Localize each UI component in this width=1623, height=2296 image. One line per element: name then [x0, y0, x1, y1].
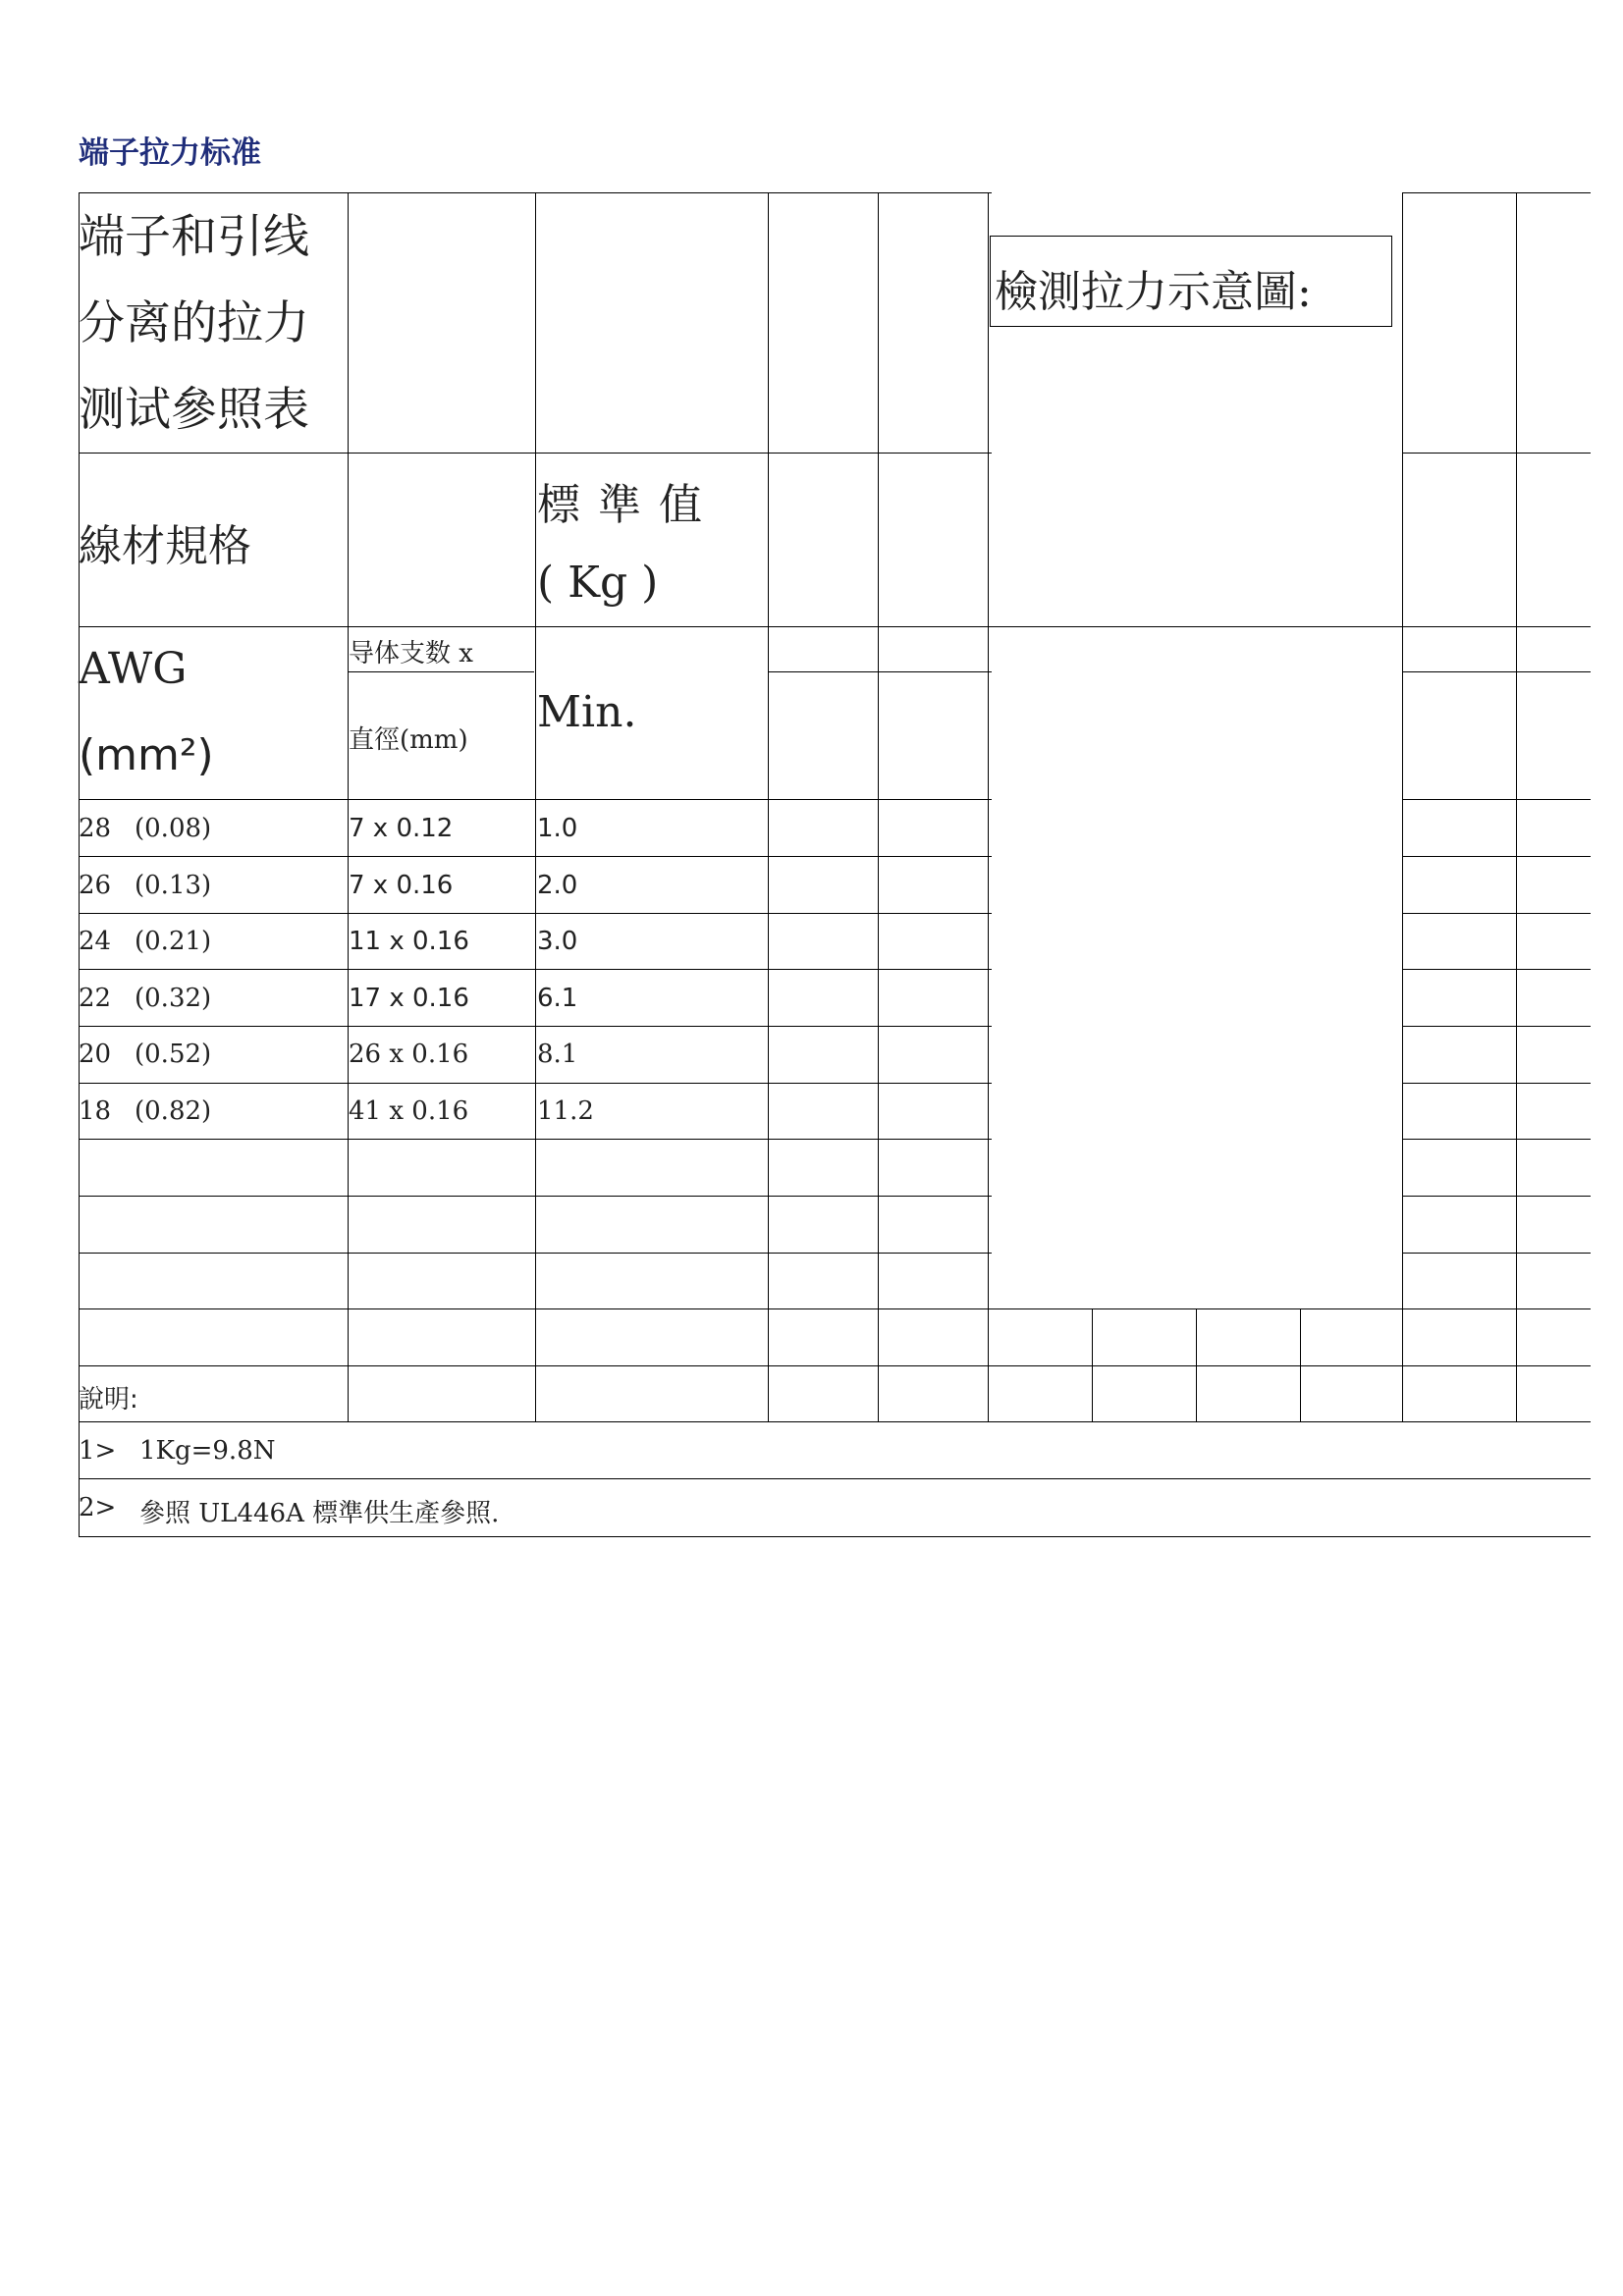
- awg-22: 22: [79, 984, 112, 1013]
- conductor-24: 11 x 0.16: [349, 927, 469, 956]
- awg-20: 20: [79, 1040, 112, 1069]
- conductor-label-2: 直徑(mm): [349, 725, 468, 755]
- diagram-label: 檢測拉力示意圖:: [995, 267, 1312, 317]
- table-col-line: [768, 192, 769, 1421]
- conductor-26: 7 x 0.16: [349, 871, 454, 900]
- table-rule: [768, 671, 992, 672]
- min-20: 8.1: [537, 1040, 578, 1069]
- mm2-24: (0.21): [135, 927, 212, 956]
- table-border-bottom: [79, 1536, 1591, 1537]
- min-18: 11.2: [537, 1096, 594, 1126]
- table-rule: [1402, 453, 1591, 454]
- mm2-20: (0.52): [135, 1040, 212, 1069]
- table-col-line: [988, 192, 989, 1421]
- table-rule: [1402, 969, 1591, 970]
- conductor-18: 41 x 0.16: [349, 1096, 469, 1126]
- table-col-line: [878, 192, 879, 1421]
- table-rule: [1402, 671, 1591, 672]
- table-col-line: [535, 192, 536, 1421]
- std-value-unit: ( Kg ): [537, 558, 659, 608]
- min-22: 6.1: [537, 984, 578, 1013]
- table-rule: [348, 671, 534, 672]
- table-col-line: [1196, 1308, 1197, 1421]
- awg-18: 18: [79, 1096, 112, 1126]
- std-value-label: 標 準 值: [537, 480, 704, 530]
- note-1-text: 1Kg=9.8N: [139, 1436, 276, 1466]
- conductor-22: 17 x 0.16: [349, 984, 469, 1013]
- wire-spec-label: 線材規格: [79, 521, 251, 571]
- table-rule: [1402, 1253, 1591, 1254]
- notes-label: 說明:: [79, 1385, 138, 1415]
- min-28: 1.0: [537, 814, 578, 843]
- min-24: 3.0: [537, 927, 578, 956]
- table-rule: [1402, 1083, 1591, 1084]
- min-26: 2.0: [537, 871, 578, 900]
- table-col-line: [1300, 1308, 1301, 1421]
- table-col-line: [1516, 192, 1517, 1421]
- table-rule: [79, 626, 1591, 627]
- table-rule: [1402, 1026, 1591, 1027]
- table-col-line: [1402, 192, 1403, 1421]
- note-2-num: 2>: [79, 1493, 117, 1522]
- awg-28: 28: [79, 814, 112, 843]
- table-col-line: [348, 192, 349, 1421]
- page-heading: 端子拉力标准: [79, 135, 261, 171]
- table-rule: [1402, 799, 1591, 800]
- table-rule: [79, 1478, 1591, 1479]
- table-rule: [79, 1421, 1591, 1422]
- conductor-28: 7 x 0.12: [349, 814, 454, 843]
- mm2-label: (mm²): [79, 730, 214, 780]
- table-rule: [79, 1308, 1591, 1309]
- table-rule: [1402, 1139, 1591, 1140]
- table-rule: [1402, 913, 1591, 914]
- table-col-line: [1092, 1308, 1093, 1421]
- min-label: Min.: [537, 687, 637, 737]
- table-border-top-right: [1402, 192, 1591, 193]
- awg-26: 26: [79, 871, 112, 900]
- note-1-num: 1>: [79, 1436, 117, 1466]
- diagram-label-box: [990, 236, 1392, 327]
- table-rule: [1402, 856, 1591, 857]
- conductor-20: 26 x 0.16: [349, 1040, 469, 1069]
- awg-24: 24: [79, 927, 112, 956]
- table-rule: [1402, 1196, 1591, 1197]
- table-title-line-3: 测试參照表: [79, 383, 309, 437]
- mm2-26: (0.13): [135, 871, 212, 900]
- mm2-18: (0.82): [135, 1096, 212, 1126]
- table-title-line-1: 端子和引线: [79, 210, 309, 264]
- table-rule: [79, 1365, 1591, 1366]
- note-2-text: 參照 UL446A 標準供生產參照.: [139, 1499, 500, 1528]
- awg-label: AWG: [79, 644, 188, 694]
- mm2-28: (0.08): [135, 814, 212, 843]
- mm2-22: (0.32): [135, 984, 212, 1013]
- table-title-line-2: 分离的拉力: [79, 296, 309, 350]
- conductor-label-1: 导体支数 x: [349, 639, 473, 668]
